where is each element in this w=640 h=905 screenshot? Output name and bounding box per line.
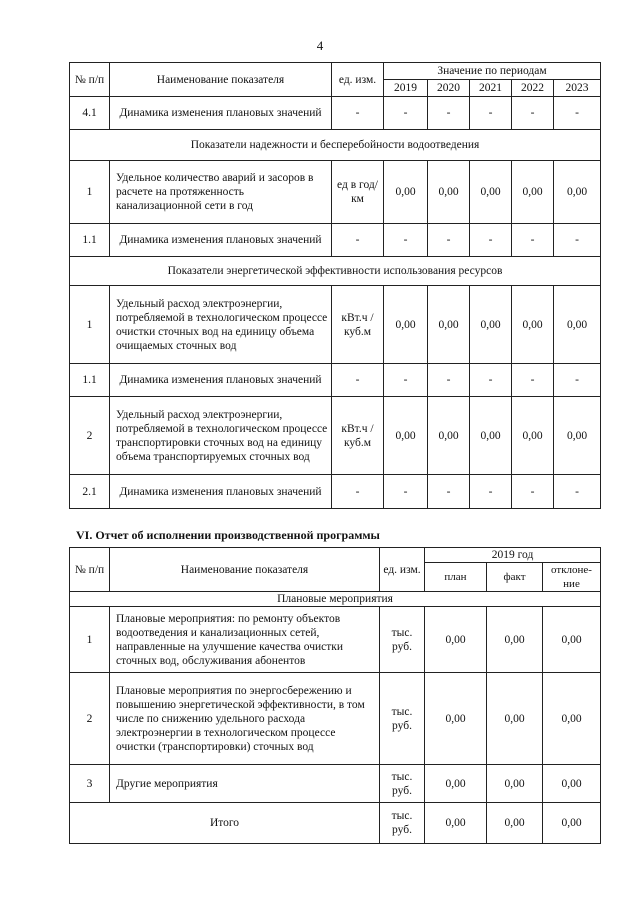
row-num: 1.1 <box>70 364 110 397</box>
table-row <box>70 286 601 364</box>
row-fact: 0,00 <box>487 765 543 803</box>
row-value: - <box>554 224 601 257</box>
header-deviation: отклоне-ние <box>543 563 601 592</box>
header-name: Наименование показателя <box>110 63 332 97</box>
row-value: - <box>470 224 512 257</box>
row-value: - <box>470 475 512 509</box>
row-unit: - <box>332 224 384 257</box>
row-value: - <box>554 475 601 509</box>
row-name: Плановые мероприятия по энергосбережению и повышению энергетической эффективности, в том числе по снижению удельного расхода электроэнергии в технологическом процессе очистки (транспортировки) сточных вод <box>110 673 380 765</box>
header-name: Наименование показателя <box>110 548 380 592</box>
row-value: - <box>384 97 428 130</box>
total-row <box>70 803 601 844</box>
row-value: - <box>512 364 554 397</box>
row-value: 0,00 <box>428 161 470 224</box>
row-num: 2 <box>70 397 110 475</box>
total-fact: 0,00 <box>487 803 543 844</box>
row-name: Удельный расход электроэнергии, потребляемой в технологическом процессе очистки сточных вод на единицу объема очищаемых сточных вод <box>110 286 332 364</box>
header-year: 2022 <box>512 80 554 97</box>
production-program-report-table <box>69 547 601 844</box>
row-deviation: 0,00 <box>543 673 601 765</box>
header-unit: ед. изм. <box>380 548 425 592</box>
table-row <box>70 607 601 673</box>
section-row <box>70 592 601 607</box>
row-unit: - <box>332 97 384 130</box>
row-value: - <box>384 224 428 257</box>
row-name: Плановые мероприятия: по ремонту объектов водоотведения и канализационных сетей, направленные на улучшение качества очистки сточных вод, обслуживания абонентов <box>110 607 380 673</box>
header-year: 2019 <box>384 80 428 97</box>
row-num: 1 <box>70 161 110 224</box>
row-num: 1.1 <box>70 224 110 257</box>
row-name: Удельное количество аварий и засоров в расчете на протяженность канализационной сети в год <box>110 161 332 224</box>
row-num: 1 <box>70 286 110 364</box>
row-value: - <box>384 475 428 509</box>
table-row <box>70 765 601 803</box>
table-row <box>70 97 601 130</box>
row-value: - <box>428 475 470 509</box>
table-row <box>70 673 601 765</box>
header-plan: план <box>425 563 487 592</box>
row-value: 0,00 <box>512 161 554 224</box>
row-value: 0,00 <box>470 286 512 364</box>
row-value: - <box>512 97 554 130</box>
row-name: Динамика изменения плановых значений <box>110 97 332 130</box>
row-value: 0,00 <box>554 161 601 224</box>
row-plan: 0,00 <box>425 673 487 765</box>
row-value: - <box>428 97 470 130</box>
indicators-table <box>69 62 601 509</box>
header-year: 2023 <box>554 80 601 97</box>
total-label: Итого <box>70 803 380 844</box>
section-row <box>70 130 601 161</box>
row-name: Удельный расход электроэнергии, потребляемой в технологическом процессе транспортировки сточных вод на единицу объема транспортируемых сточных вод <box>110 397 332 475</box>
row-deviation: 0,00 <box>543 607 601 673</box>
row-value: 0,00 <box>384 161 428 224</box>
row-value: 0,00 <box>512 397 554 475</box>
row-deviation: 0,00 <box>543 765 601 803</box>
section-heading: VI. Отчет об исполнении производственной программы <box>76 528 380 542</box>
header-num: № п/п <box>70 548 110 592</box>
table-row <box>70 397 601 475</box>
header-values-by-period: Значение по периодам <box>384 63 601 80</box>
row-unit: ед в год/ км <box>332 161 384 224</box>
row-unit: тыс. руб. <box>380 765 425 803</box>
row-unit: тыс. руб. <box>380 607 425 673</box>
row-unit: тыс. руб. <box>380 673 425 765</box>
row-unit: кВт.ч / куб.м <box>332 286 384 364</box>
row-value: - <box>428 364 470 397</box>
header-unit: ед. изм. <box>332 63 384 97</box>
row-num: 3 <box>70 765 110 803</box>
table-row <box>70 364 601 397</box>
table-row <box>70 224 601 257</box>
section-title: Показатели энергетической эффективности использования ресурсов <box>70 257 601 286</box>
row-plan: 0,00 <box>425 607 487 673</box>
row-unit: - <box>332 364 384 397</box>
section-title: Плановые мероприятия <box>70 592 601 607</box>
row-num: 2 <box>70 673 110 765</box>
row-value: 0,00 <box>470 161 512 224</box>
header-fact: факт <box>487 563 543 592</box>
row-value: 0,00 <box>384 397 428 475</box>
total-deviation: 0,00 <box>543 803 601 844</box>
header-year: 2021 <box>470 80 512 97</box>
row-value: 0,00 <box>470 397 512 475</box>
row-unit: кВт.ч / куб.м <box>332 397 384 475</box>
row-num: 1 <box>70 607 110 673</box>
row-value: - <box>470 97 512 130</box>
total-plan: 0,00 <box>425 803 487 844</box>
row-value: 0,00 <box>428 286 470 364</box>
row-value: 0,00 <box>512 286 554 364</box>
row-value: 0,00 <box>554 286 601 364</box>
row-name: Динамика изменения плановых значений <box>110 364 332 397</box>
row-name: Динамика изменения плановых значений <box>110 224 332 257</box>
table-row <box>70 475 601 509</box>
row-value: - <box>512 224 554 257</box>
row-value: 0,00 <box>384 286 428 364</box>
section-row <box>70 257 601 286</box>
row-value: - <box>512 475 554 509</box>
page-number: 4 <box>316 38 324 53</box>
header-year: 2019 год <box>425 548 601 563</box>
header-year: 2020 <box>428 80 470 97</box>
row-fact: 0,00 <box>487 673 543 765</box>
table-row <box>70 161 601 224</box>
row-fact: 0,00 <box>487 607 543 673</box>
row-value: - <box>470 364 512 397</box>
row-plan: 0,00 <box>425 765 487 803</box>
row-value: - <box>554 364 601 397</box>
row-value: 0,00 <box>428 397 470 475</box>
row-value: - <box>554 97 601 130</box>
row-num: 4.1 <box>70 97 110 130</box>
row-num: 2.1 <box>70 475 110 509</box>
row-value: 0,00 <box>554 397 601 475</box>
row-value: - <box>428 224 470 257</box>
row-name: Другие мероприятия <box>110 765 380 803</box>
header-num: № п/п <box>70 63 110 97</box>
row-unit: - <box>332 475 384 509</box>
row-name: Динамика изменения плановых значений <box>110 475 332 509</box>
section-title: Показатели надежности и бесперебойности водоотведения <box>70 130 601 161</box>
total-unit: тыс. руб. <box>380 803 425 844</box>
row-value: - <box>384 364 428 397</box>
